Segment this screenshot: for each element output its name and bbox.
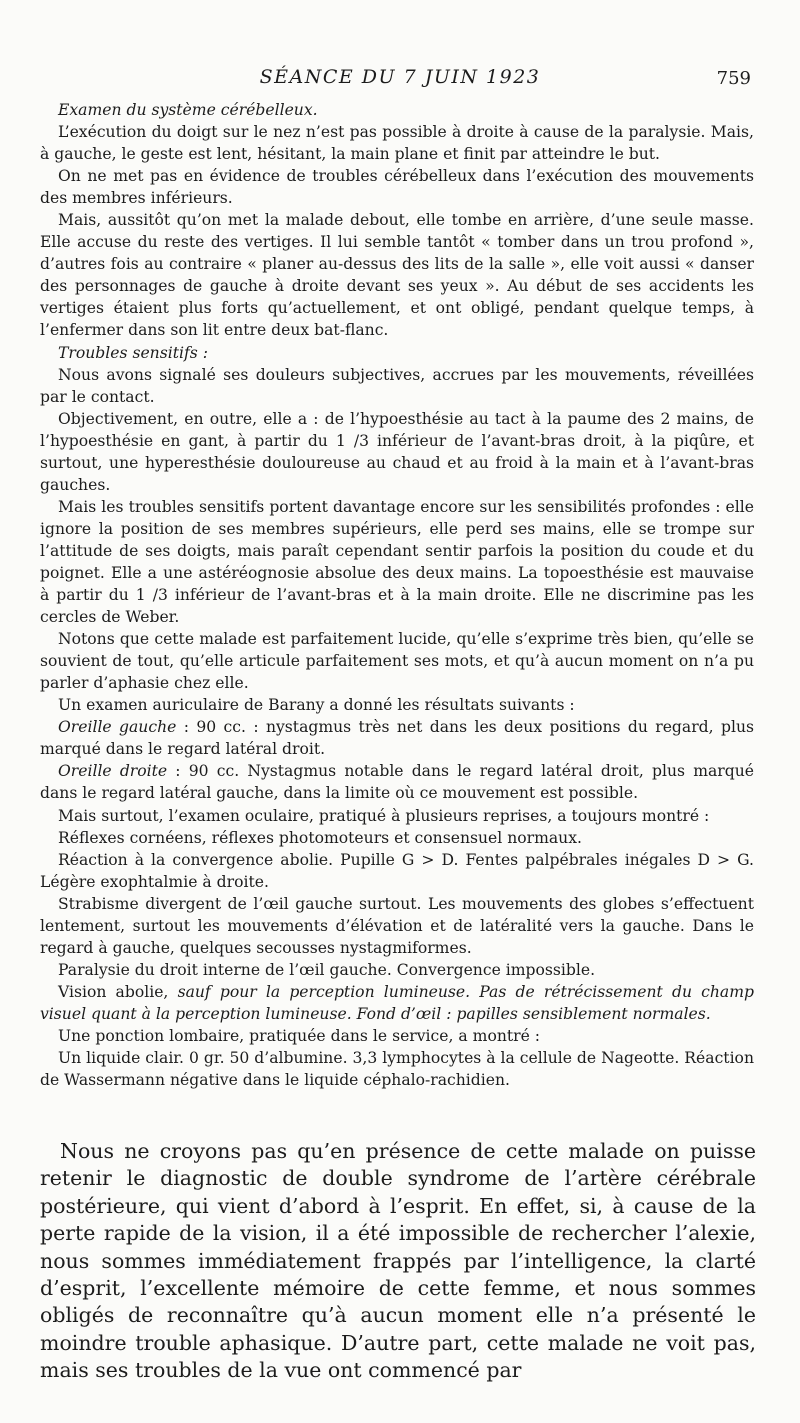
paragraph-right-ear bbox=[40, 760, 754, 804]
left-ear-text: : 90 cc. : nystagmus très net dans les deux positions du regard, plus marqué dans le regard latéral droit. bbox=[40, 718, 754, 759]
section-heading-sensory: Troubles sensitifs : bbox=[58, 343, 208, 362]
paragraph: Une ponction lombaire, pratiquée dans le service, a montré : bbox=[58, 1026, 541, 1045]
right-ear-text: : 90 cc. Nystagmus notable dans le regard latéral droit, plus marqué dans le regard latéral gauche, dans la limite où ce mouvement est possible. bbox=[40, 762, 755, 803]
right-ear-label: Oreille droite bbox=[58, 762, 168, 781]
discussion-text bbox=[40, 1138, 756, 1385]
vision-lead: Vision abolie, bbox=[58, 982, 178, 1001]
discussion-paragraph: Nous ne croyons pas qu’en présence de cette malade on puisse retenir le diagnostic de double syndrome de l’artère cérébrale postérieure, qui vient d’abord à l’esprit. En effet, si, à cause de la perte rapide de la vision, il a été impossible de rechercher l’alexie, nous sommes immédiatement frappés par l’intelligence, la clarté d’esprit, l’excellente mémoire de cette femme, et nous sommes obligés de reconnaître qu’à aucun moment elle n’a présenté le moindre trouble aphasique. D’autre part, cette malade ne voit pas, mais ses troubles de la vue ont commencé par bbox=[40, 1139, 756, 1383]
paragraph: Un liquide clair. 0 gr. 50 d’albumine. 3,3 lymphocytes à la cellule de Nageotte. Réaction de Wassermann négative dans le liquide céphalo-rachidien. bbox=[40, 1049, 754, 1090]
paragraph: Mais, aussitôt qu’on met la malade debout, elle tombe en arrière, d’une seule masse. Elle accuse du reste des vertiges. Il lui semble tantôt « tomber dans un trou profond », d’autres fois au contraire « planer au-dessus des lits de la salle », elle voit aussi « danser des personnages de gauche à droite devant ses yeux ». Au début de ses accidents les vertiges étaient plus forts qu’actuellement, et ont obligé, pendant quelque temps, à l’enfermer dans son lit entre deux bat-flanc. bbox=[40, 211, 754, 340]
paragraph: Nous avons signalé ses douleurs subjectives, accrues par les mouvements, réveillées par le contact. bbox=[40, 365, 754, 406]
section-heading-cerebellar: Examen du système cérébelleux. bbox=[58, 101, 318, 119]
vision-italic: sauf pour la perception lumineuse. Pas de rétrécissement du champ visuel quant à la perception lumineuse. Fond d’œil : papilles sensiblement normales. bbox=[40, 982, 754, 1023]
paragraph: Notons que cette malade est parfaitement lucide, qu’elle s’exprime très bien, qu’elle se souvient de tout, qu’elle articule parfaitement ses mots, et qu’à aucun moment on n’a pu parler d’aphasie chez elle. bbox=[40, 630, 754, 693]
paragraph: Objectivement, en outre, elle a : de l’hypoesthésie au tact à la paume des 2 mains, de l’hypoesthésie en gant, à partir du 1 /3 inférieur de l’avant-bras droit, à la piqûre, et surtout, une hyperesthésie douloureuse au chaud et au froid à la main et à l’avant-bras gauches. bbox=[40, 409, 754, 494]
paragraph: Réflexes cornéens, réflexes photomoteurs et consensuel normaux. bbox=[58, 828, 582, 847]
page-number: 759 bbox=[716, 68, 751, 89]
running-head bbox=[0, 62, 800, 96]
body-text bbox=[40, 99, 754, 1091]
paragraph: Un examen auriculaire de Barany a donné les résultats suivants : bbox=[58, 696, 575, 715]
paragraph: Mais les troubles sensitifs portent davantage encore sur les sensibilités profondes : elle ignore la position de ses membres supérieurs, elle perd ses mains, elle se trompe sur l’attitude de ses doigts, mais paraît cependant sentir parfois la position du coude et du poignet. Elle a une astéréognosie absolue des deux mains. La topoesthésie est mauvaise à partir du 1 /3 inférieur de l’avant-bras et à la main droite. Elle ne discrimine pas les cercles de Weber. bbox=[40, 497, 754, 627]
paragraph-left-ear bbox=[40, 716, 754, 760]
paragraph: Mais surtout, l’examen oculaire, pratiqué à plusieurs reprises, a toujours montré : bbox=[58, 806, 710, 825]
paragraph: Paralysie du droit interne de l’œil gauche. Convergence impossible. bbox=[58, 960, 596, 979]
paragraph-vision bbox=[40, 981, 754, 1025]
paragraph: Strabisme divergent de l’œil gauche surtout. Les mouvements des globes s’effectuent lentement, surtout les mouvements d’élévation et de latéralité vers la gauche. Dans le regard à gauche, quelques secousses nystagmiformes. bbox=[40, 894, 754, 957]
paragraph: L’exécution du doigt sur le nez n’est pas possible à droite à cause de la paralysie. Mais, à gauche, le geste est lent, hésitant, la main plane et finit par atteindre le but. bbox=[40, 123, 754, 164]
paragraph: On ne met pas en évidence de troubles cérébelleux dans l’exécution des mouvements des membres inférieurs. bbox=[40, 167, 754, 208]
left-ear-label: Oreille gauche bbox=[58, 718, 177, 737]
paragraph: Réaction à la convergence abolie. Pupille G > D. Fentes palpébrales inégales D > G. Légère exophtalmie à droite. bbox=[40, 850, 754, 891]
running-title: SÉANCE DU 7 JUIN 1923 bbox=[259, 66, 541, 88]
